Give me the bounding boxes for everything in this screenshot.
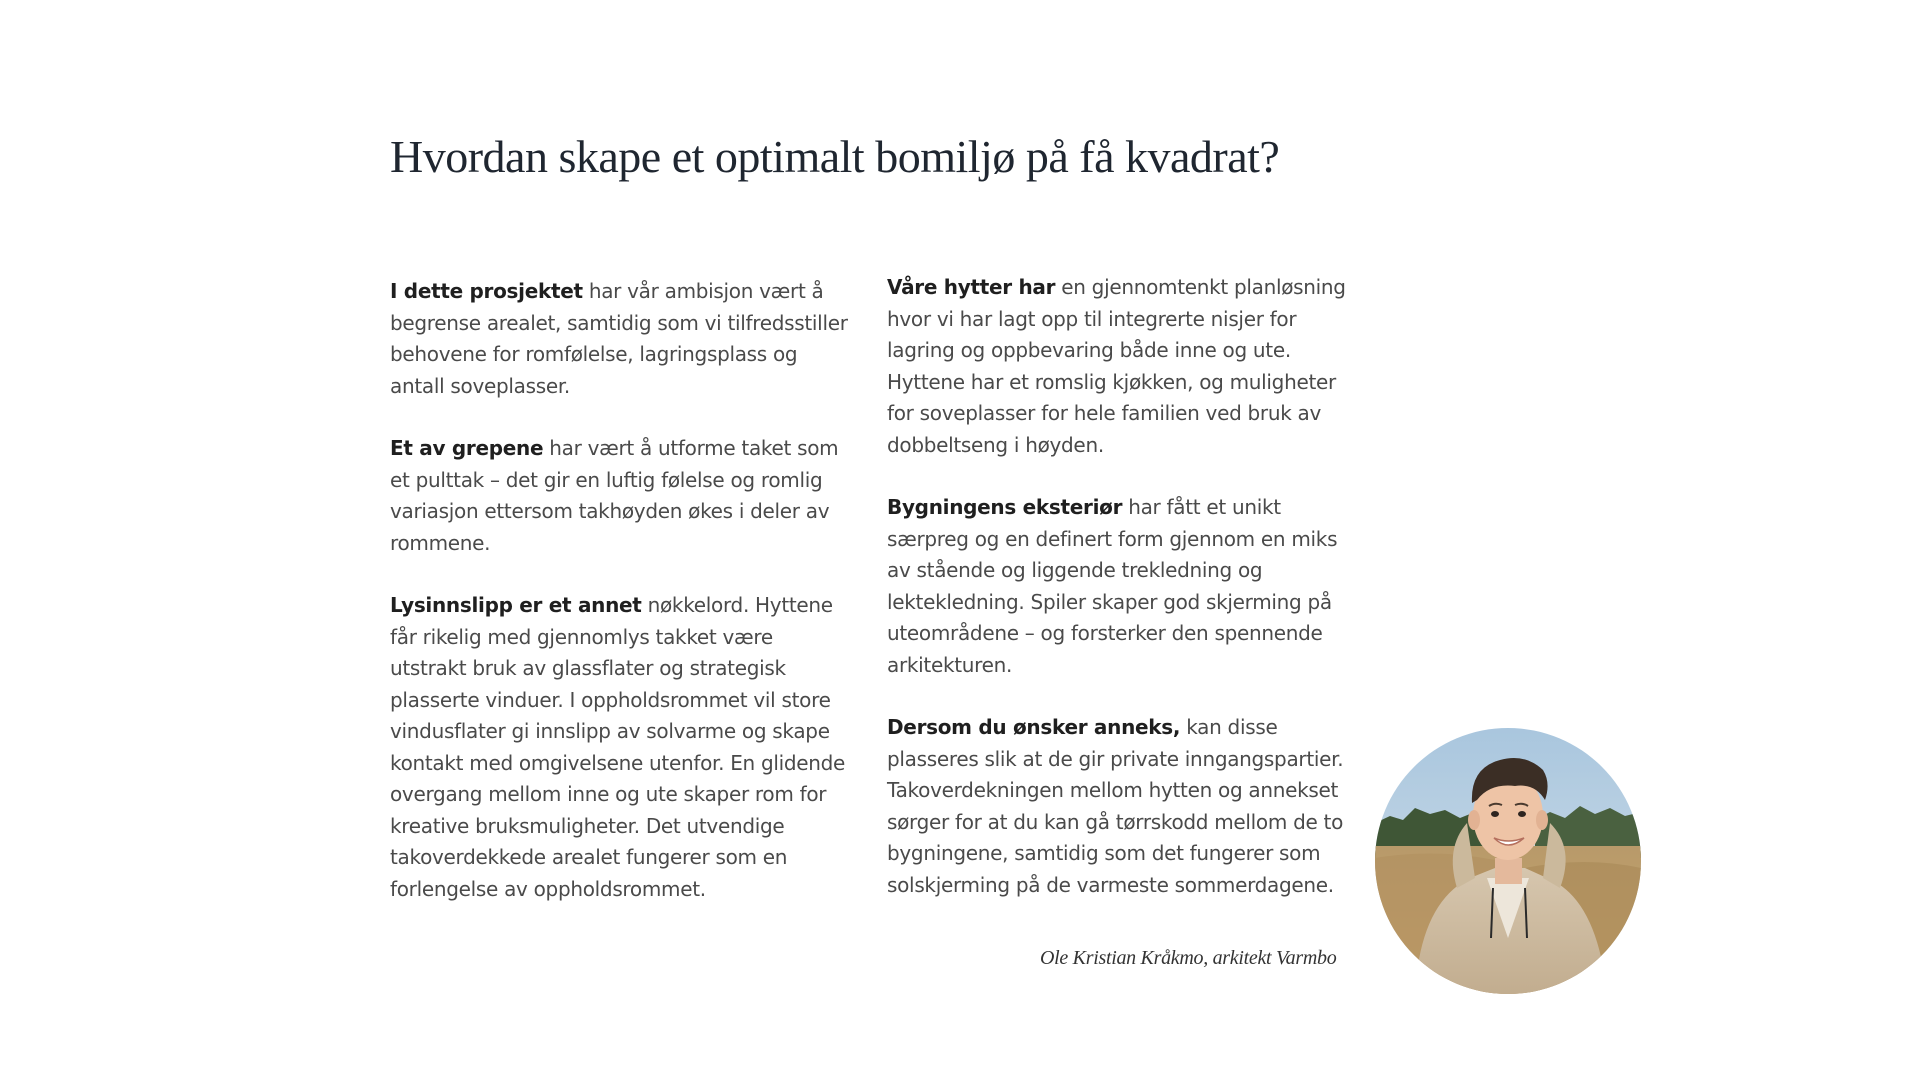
paragraph-text: nøkkelord. Hyttene får rikelig med gjennomlys takket være utstrakt bruk av glassflater og strategisk plasserte vinduer. I oppholdsrommet vil store vindusflater gi innslipp av solvarme og skape kontakt med omgivelsene utenfor. En glidende overgang mellom inne og ute skaper rom for kreative bruksmuligheter. Det utvendige takoverdekkede arealet fungerer som en forlengelse av oppholdsrommet.	[390, 593, 846, 901]
page-title: Hvordan skape et optimalt bomiljø på få kvadrat?	[390, 131, 1280, 182]
paragraph-floor-plan	[887, 272, 1347, 461]
paragraph-lead: Lysinnslipp er et annet	[390, 593, 642, 617]
left-column	[390, 276, 850, 936]
paragraph-exterior	[887, 492, 1347, 681]
architect-portrait-photo	[1375, 728, 1641, 994]
paragraph-lead: Våre hytter har	[887, 275, 1056, 299]
paragraph-lead: Bygningens eksteriør	[887, 495, 1123, 519]
paragraph-annex	[887, 712, 1347, 901]
paragraph-text: har vært å utforme taket som et pulttak – det gir en luftig følelse og romlig variasjon ettersom takhøyden økes i deler av rommene.	[390, 436, 839, 555]
paragraph-text: en gjennomtenkt planløsning hvor vi har lagt opp til integrerte nisjer for lagring og oppbevaring både inne og ute. Hyttene har et romslig kjøkken, og muligheter for soveplasser for hele familien ved bruk av dobbeltseng i høyden.	[887, 275, 1346, 457]
paragraph-lead: Et av grepene	[390, 436, 544, 460]
architect-signature: Ole Kristian Kråkmo, arkitekt Varmbo	[1040, 947, 1337, 969]
paragraph-project-ambition	[390, 276, 850, 402]
paragraph-text: har fått et unikt særpreg og en definert form gjennom en miks av stående og liggende trekledning og lektekledning. Spiler skaper god skjerming på uteområdene – og forsterker den spennende arkitekturen.	[887, 495, 1338, 677]
paragraph-text: kan disse plasseres slik at de gir private inngangspartier. Takoverdekningen mellom hytten og annekset sørger for at du kan gå tørrskodd mellom de to bygningene, samtidig som det fungerer som solskjerming på de varmeste sommerdagene.	[887, 715, 1344, 897]
paragraph-lead: I dette prosjektet	[390, 279, 583, 303]
paragraph-roof-design	[390, 433, 850, 559]
right-column	[887, 272, 1347, 932]
paragraph-light-intake	[390, 590, 850, 905]
paragraph-text: har vår ambisjon vært å begrense arealet, samtidig som vi tilfredsstiller behovene for romfølelse, lagringsplass og antall soveplasser.	[390, 279, 848, 398]
paragraph-lead: Dersom du ønsker anneks,	[887, 715, 1181, 739]
